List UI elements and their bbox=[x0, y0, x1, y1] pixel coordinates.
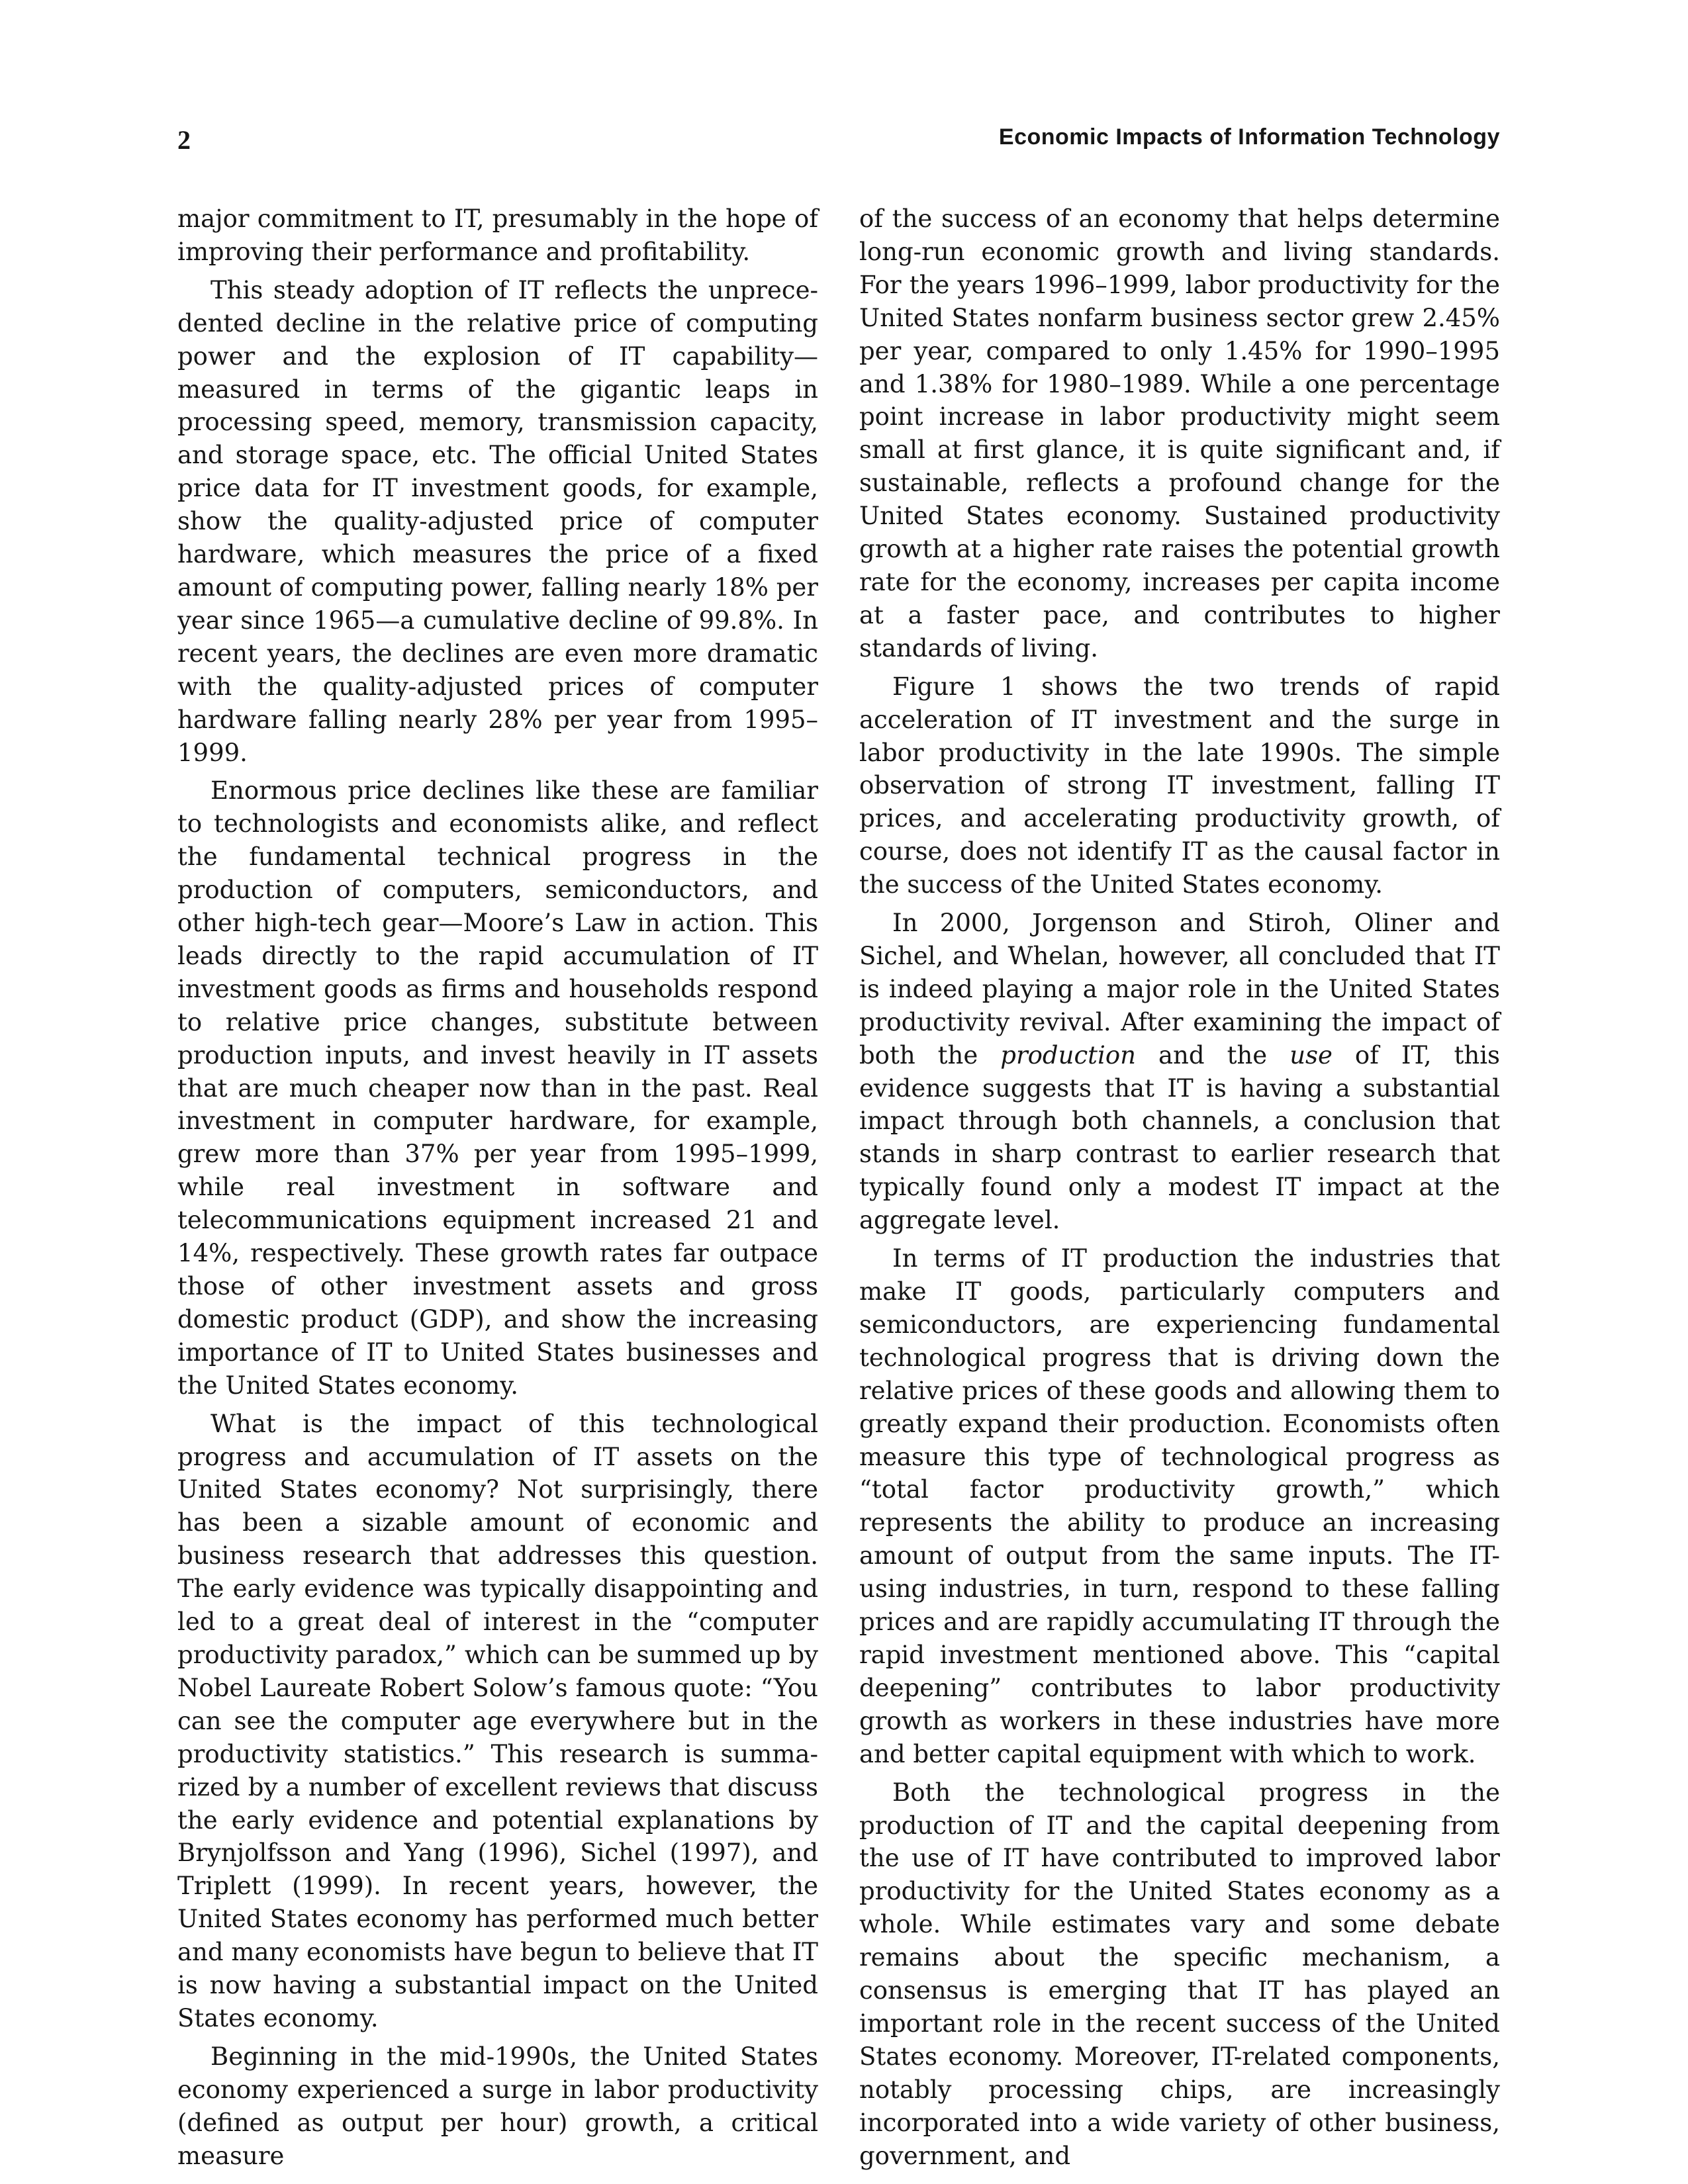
paragraph: of the success of an economy that helps determine long-run economic growth and living standards. For the years 1996–1999, labor productivity for the United States nonfarm business sector grew 2.45% per year, compared to only 1.45% for 1990–1995 and 1.38% for 1980–1989. While a one percentage point increase in labor productivity might seem small at first glance, it is quite significant and, if sustainable, reflects a profound change for the United States economy. Sustained productivity growth at a higher rate raises the potential growth rate for the economy, increases per capita income at a faster pace, and contributes to higher standards of living. bbox=[859, 205, 1500, 662]
page-number: 2 bbox=[177, 125, 191, 155]
paragraph: Figure 1 shows the two trends of rapid acceleration of IT investment and the surge in labor productivity in the late 1990s. The simple observation of strong IT investment, falling IT prices, and accelerating productivity growth, of course, does not identify IT as the causal factor in the success of the United States economy. bbox=[859, 672, 1500, 899]
emphasis-production: production bbox=[1000, 1040, 1136, 1069]
running-title: Economic Impacts of Information Technology bbox=[998, 124, 1500, 150]
paragraph: In terms of IT production the industries that make IT goods, particularly computers and semiconductors, are experiencing fundamental technological progress that is driving down the relative prices of these goods and allowing them to greatly expand their production. Economists often measure this type of technological progress as “total factor productivity growth,” which represents the ability to produce an increasing amount of output from the same inputs. The IT-using industries, in turn, respond to these falling prices and are rapidly accumulating IT through the rapid investment mentioned above. This “capital deepening” contributes to labor productivity growth as workers in these industries have more and better capital equipment with which to work. bbox=[859, 1244, 1500, 1768]
paragraph: Both the technological progress in the production of IT and the capital deepening from the use of IT have contributed to improved labor productivity for the United States economy as a whole. While estimates vary and some debate remains about the specific mechanism, a consensus is emerging that IT has played an important role in the recent success of the United States economy. Moreover, IT-related components, notably processing chips, are increasingly incorporated into a wide variety of other business, government, and bbox=[859, 1778, 1500, 2170]
paragraph: This steady adoption of IT reflects the unprecedented decline in the relative price of computing power and the explosion of IT capability—measured in terms of the gigantic leaps in processing speed, memory, transmission capacity, and storage space, etc. The official United States price data for IT investment goods, for example, show the quality-adjusted price of computer hardware, which measures the price of a fixed amount of computing power, falling nearly 18% per year since 1965—a cumulative decline of 99.8%. In recent years, the declines are even more dramatic with the quality-adjusted prices of computer hardware falling nearly 28% per year from 1995–1999. bbox=[177, 275, 818, 767]
left-column bbox=[177, 203, 818, 2177]
paragraph: major commitment to IT, presumably in the hope of improving their performance and profitability. bbox=[177, 205, 818, 266]
paragraph bbox=[859, 907, 1500, 1237]
emphasis-use: use bbox=[1289, 1040, 1333, 1069]
paragraph: Enormous price declines like these are familiar to technologists and economists alike, and reflect the fundamental technical progress in the production of computers, semiconductors, and other high-tech gear—Moore’s Law in action. This leads directly to the rapid accumulation of IT investment goods as firms and households respond to relative price changes, substitute between production inputs, and invest heavily in IT assets that are much cheaper now than in the past. Real investment in computer hardware, for example, grew more than 37% per year from 1995–1999, while real investment in software and telecommunications equipment increased 21 and 14%, respectively. These growth rates far outpace those of other investment assets and gross domestic product (GDP), and show the increasing importance of IT to United States businesses and the United States economy. bbox=[177, 776, 818, 1400]
paragraph: What is the impact of this technological progress and accumulation of IT assets on the United States economy? Not surprisingly, there has been a sizable amount of economic and business research that addresses this question. The early evidence was typically disappointing and led to a great deal of interest in the “computer productivity paradox,” which can be summed up by Nobel Laureate Robert Solow’s famous quote: “You can see the computer age everywhere but in the productivity statistics.” This research is summarized by a number of excellent reviews that discuss the early evidence and potential explanations by Brynjolfsson and Yang (1996), Sichel (1997), and Triplett (1999). In recent years, however, the United States economy has performed much better and many economists have begun to believe that IT is now having a substantial impact on the United States economy. bbox=[177, 1409, 818, 2032]
paragraph: Beginning in the mid-1990s, the United States economy experienced a surge in labor productivity (defined as output per hour) growth, a critical measure bbox=[177, 2042, 818, 2170]
right-column bbox=[859, 203, 1500, 2177]
running-head bbox=[177, 124, 1500, 164]
text-run: and the bbox=[1158, 1040, 1268, 1069]
text-run: In 2000, Jorgenson and Stiroh, Oliner and Sichel, and Whelan, however, all concluded that IT is indeed playing a major role in the United States productivity revival. After examining the impact of both the bbox=[859, 909, 1500, 1069]
text-run: of IT, this evidence suggests that IT is having a substantial impact through both channels, a conclusion that stands in sharp contrast to earlier research that typically found only a modest IT impact at the aggregate level. bbox=[859, 1040, 1501, 1235]
